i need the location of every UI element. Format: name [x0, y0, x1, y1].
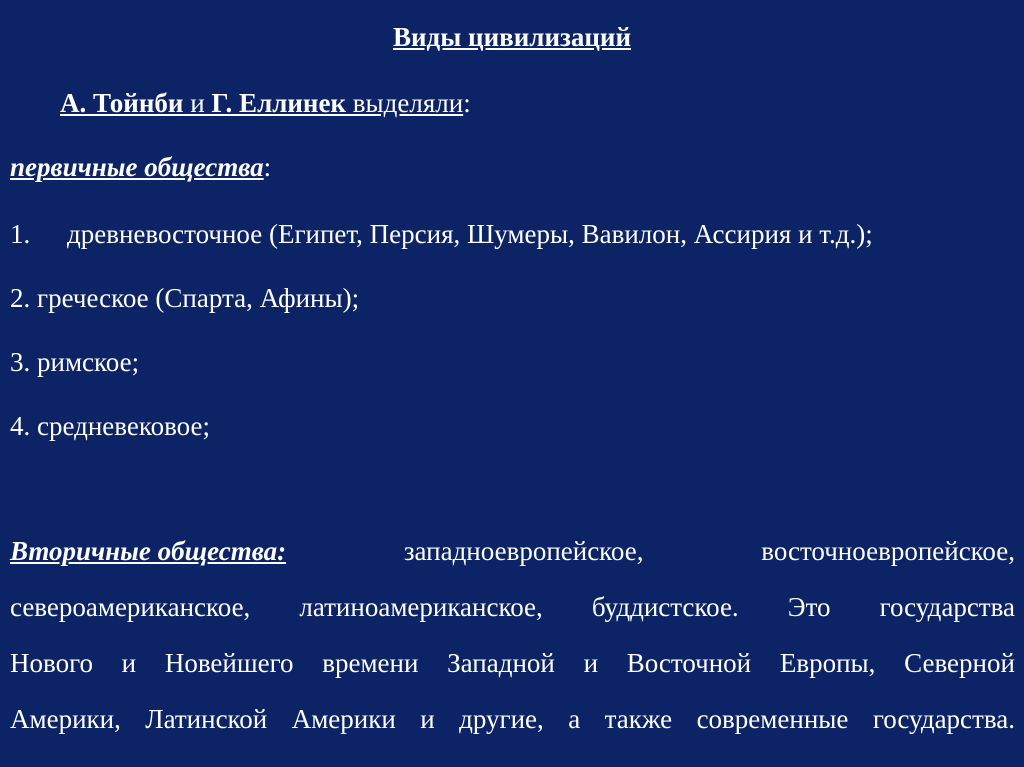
word: а — [568, 704, 581, 734]
word: Европы, — [779, 648, 876, 678]
primary-societies-colon: : — [263, 152, 272, 182]
word: Это — [787, 592, 831, 622]
authors-conj: и — [183, 88, 212, 118]
list-item — [10, 347, 139, 378]
author-toynbee: А. Тойнби — [60, 88, 184, 118]
word: Восточной — [626, 648, 752, 678]
slide-title: Виды цивилизаций — [392, 22, 632, 52]
authors-colon: : — [463, 88, 471, 118]
word: латиноамериканское, — [299, 592, 543, 622]
word: Северной — [904, 648, 1015, 678]
list-item — [10, 283, 359, 314]
paragraph-line — [10, 648, 1015, 704]
list-item-text: древневосточное (Египет, Персия, Шумеры, Вавилон, Ассирия и т.д.); — [67, 219, 873, 249]
primary-societies-heading — [10, 152, 271, 183]
word: государства. — [872, 704, 1015, 734]
word: и — [583, 648, 599, 678]
primary-societies-label: первичные общества — [10, 152, 264, 182]
word: Новейшего — [164, 648, 294, 678]
list-item-number: 1. — [10, 219, 31, 249]
list-item-text: средневековое; — [37, 411, 210, 441]
paragraph-line — [10, 536, 1015, 592]
word: Нового — [10, 648, 93, 678]
secondary-societies-label: Вторичные общества: — [10, 536, 287, 566]
list-item-number: 2. — [10, 283, 31, 313]
word: другие, — [459, 704, 544, 734]
word: времени — [322, 648, 419, 678]
list-item-number: 4. — [10, 411, 31, 441]
list-item — [10, 219, 873, 250]
word: восточноевропейское, — [761, 536, 1015, 566]
list-item-text: римское; — [37, 347, 140, 377]
authors-line — [60, 88, 471, 119]
word: Западной — [447, 648, 555, 678]
paragraph-line — [10, 592, 1015, 648]
secondary-societies-paragraph — [10, 536, 1015, 760]
word: североамериканское, — [10, 592, 251, 622]
word: Латинской — [145, 704, 268, 734]
list-item-text: греческое (Спарта, Афины); — [37, 283, 360, 313]
list-item — [10, 411, 210, 442]
word: современные — [696, 704, 849, 734]
list-item-number: 3. — [10, 347, 31, 377]
authors-verb: выделяли — [346, 88, 464, 118]
paragraph-line — [10, 704, 1015, 760]
word: западноевропейское, — [403, 536, 644, 566]
author-jellinek: Г. Еллинек — [211, 88, 347, 118]
word: также — [604, 704, 673, 734]
word: и — [121, 648, 137, 678]
word: и — [420, 704, 435, 734]
word: государства — [879, 592, 1015, 622]
word: Америки — [291, 704, 396, 734]
word: Америки, — [10, 704, 121, 734]
word: буддистское. — [591, 592, 739, 622]
